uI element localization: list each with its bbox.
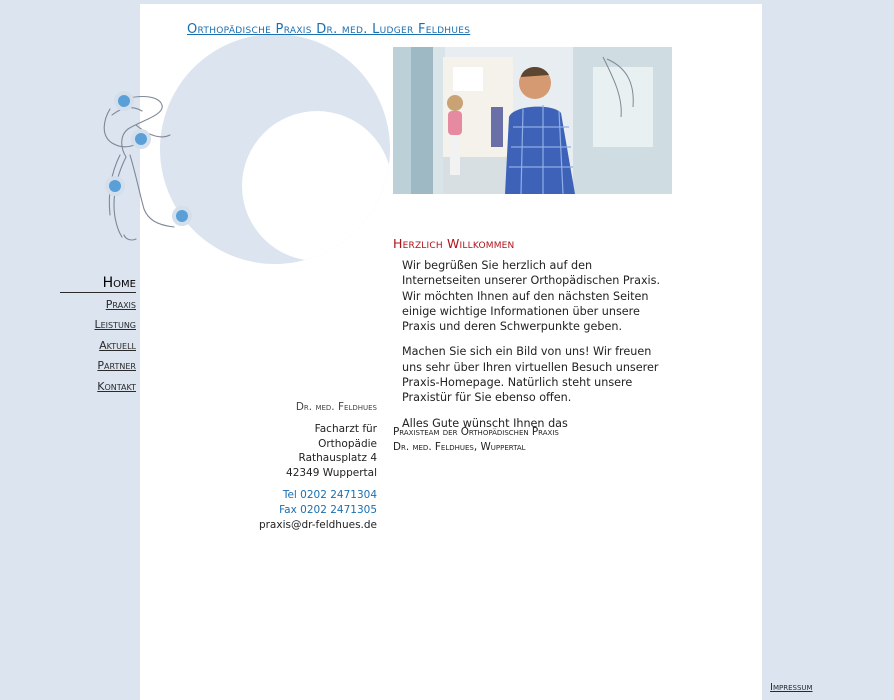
contact-block [240,400,377,532]
contact-name: Dr. med. Feldhues [295,401,377,413]
contact-phone: Tel 0202 2471304 [282,488,377,501]
contact-title-line-1: Facharzt für [314,422,377,435]
welcome-paragraph-3: Alles Gute wünscht Ihnen das [402,416,568,430]
nav-item-partner[interactable]: Partner [97,359,136,373]
signature-block [393,425,683,454]
welcome-paragraph-2: Machen Sie sich ein Bild von uns! Wir freuen uns sehr über Ihren virtuellen Besuch unserer Praxis-Homepage. Natürlich steht unsere Praxistür für Sie ebenso offen. [402,345,659,405]
impressum-link[interactable]: Impressum [770,682,813,693]
nav-item-home[interactable]: Home [60,274,136,293]
contact-email[interactable]: praxis@dr-feldhues.de [258,518,377,531]
nav-item-kontakt[interactable]: Kontakt [97,379,136,393]
site-title-link[interactable]: Orthopädische Praxis Dr. med. Ludger Feldhues [187,22,471,37]
runner-figure-illustration [70,85,200,245]
nav-item-leistung[interactable]: Leistung [94,318,136,332]
contact-street: Rathausplatz 4 [298,452,377,465]
welcome-heading: Herzlich Willkommen [393,236,515,251]
signature-line-2: Dr. med. Feldhues, Wuppertal [393,440,526,453]
nav-item-aktuell[interactable]: Aktuell [99,338,136,352]
practice-photo [393,47,672,194]
contact-title-line-2: Orthopädie [318,437,377,450]
nav-item-praxis[interactable]: Praxis [105,298,136,311]
signature-line-1: Praxisteam der Orthopädischen Praxis [393,426,559,438]
welcome-text [402,258,674,441]
welcome-paragraph-1: Wir begrüßen Sie herzlich auf den Internetseiten unserer Orthopädischen Praxis. Wir möchten Ihnen auf den nächsten Seiten einige wichtige Informationen über unsere Praxis und deren Schwerpunkte geben. [402,259,661,334]
contact-fax: Fax 0202 2471305 [279,503,377,516]
main-navigation [60,274,136,397]
decorative-inner-circle [242,111,390,261]
contact-city: 42349 Wuppertal [286,467,377,480]
